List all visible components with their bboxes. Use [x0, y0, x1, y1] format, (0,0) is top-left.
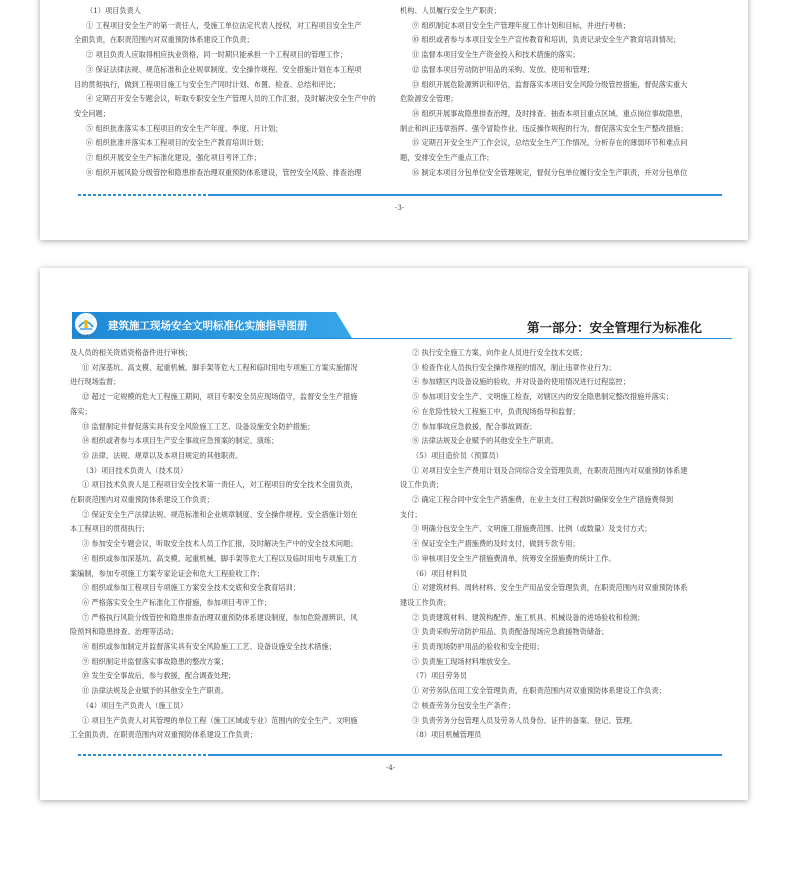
- text-line: ② 执行安全施工方案，向作业人员进行安全技术交底；: [412, 348, 587, 357]
- page3-right-column: [400, 4, 730, 180]
- text-line: ① 对项目安全生产费用计划及合同综合安全管理负责，在职责范围内对双重预防体系建: [412, 465, 688, 475]
- text-line: ⑨ 组织制定本项目安全生产管理年度工作计划和目标，并进行考核；: [412, 20, 630, 30]
- text-line: ⑦ 严格执行风险分级管控和隐患排查治理双重预防体系建设制度，参加危险源辨识、风: [82, 612, 358, 622]
- logo-icon: [74, 312, 98, 336]
- text-line: ⑯ 制定本项目分包单位安全管理规定，督促分包单位履行安全生产职责，并对分包单位: [412, 167, 688, 177]
- text-line: ④ 参加辖区内设备设施的验收，并对设备的使用情况进行过程监控；: [412, 377, 630, 387]
- text-line: ⑭ 组织或者参与本项目生产安全事故应急预案的制定、演练；: [82, 436, 279, 446]
- text-line: （5）项目造价员（预算员）: [412, 450, 503, 460]
- text-line: ⑤ 参加项目安全生产、文明施工检查，对辖区内的安全隐患制定整改措施并落实；: [412, 392, 674, 402]
- text-line: ① 对建筑材料、周转材料、安全生产用品安全管理负责，在职责范围内对双重预防体系: [412, 583, 688, 593]
- footer-dash-decoration: [78, 194, 208, 196]
- text-line: （3）项目技术负责人（技术员）: [82, 465, 188, 475]
- page4-right-column: [400, 346, 736, 743]
- text-line: ⑫ 超过一定规模的危大工程施工期间，项目专职安全员应现场值守，监督安全生产措施: [82, 392, 358, 402]
- text-line: ⑮ 法律、法规、规章以及本项目规定的其他职责。: [82, 450, 243, 460]
- document-page-4: [40, 268, 748, 800]
- text-line: ③ 明确分包安全生产、文明施工措施费范围、比例（或数量）及支付方式；: [412, 524, 652, 534]
- text-line: ⑩ 发生安全事故后，参与救援，配合调查处理；: [82, 671, 236, 681]
- text-line: ① 工程项目安全生产的第一责任人，受施工单位法定代表人授权，对工程项目安全生产: [86, 20, 362, 30]
- text-line: ⑨ 组织制定并监督落实事故隐患的整改方案；: [82, 656, 229, 666]
- text-line: ⑪ 对深基坑、高支模、起重机械、脚手架等危大工程和临时用电专项施工方案实施情况: [82, 362, 358, 372]
- text-line: （8）项目机械管理员: [412, 730, 482, 740]
- text-line: ② 核查劳务分包安全生产条件；: [412, 700, 515, 710]
- text-line: （4）项目生产负责人（施工员）: [82, 700, 188, 710]
- text-line: ② 项目负责人应取得相应执业资格，同一时期只能承担一个工程项目的管理工作；: [86, 50, 348, 60]
- text-line: ⑦ 组织开展安全生产标准化建设，强化项目考评工作；: [86, 153, 261, 163]
- text-line: 本工程项目的贯彻执行；: [70, 524, 150, 534]
- text-line: ③ 负责采购劳动防护用品、负责配备现场应急救援物资储备；: [412, 627, 609, 637]
- text-line: ⑤ 负责施工现场材料堆放安全。: [412, 656, 515, 666]
- text-line: 危险源安全管理；: [400, 94, 458, 104]
- text-line: ⑧ 组织或参加制定并监督落实具有安全风险施工工艺、设备设施安全技术措施；: [82, 642, 336, 652]
- text-line: ② 负责建筑材料、建筑构配件、施工机具、机械设备的进场验收和检测；: [412, 612, 645, 622]
- text-line: ⑥ 严格落实安全生产标准化工作措施，参加项目考评工作；: [82, 597, 272, 607]
- text-line: 案编制，参加专项施工方案专家论证会和危大工程验收工作；: [70, 568, 265, 578]
- text-line: 安全问题；: [74, 108, 110, 118]
- text-line: ② 确定工程合同中安全生产措施费，在业主支付工程款时确保安全生产措施费得到: [412, 495, 674, 505]
- text-line: ⑫ 监督本项目劳动防护用品的采购、发放、使用和管理；: [412, 64, 594, 74]
- text-line: 支付；: [400, 509, 422, 519]
- text-line: 制止和纠正违章指挥、强令冒险作业、违反操作规程的行为，督促落实安全生产整改措施；: [400, 123, 688, 133]
- text-line: ③ 保证法律法规、规范标准和企业规章制度、安全操作规程、安全措施计划在本工程项: [86, 64, 362, 74]
- page4-left-column: [70, 346, 406, 743]
- text-line: ⑧ 法律法规及企业赋予的其他安全生产职责。: [412, 436, 559, 446]
- text-line: 设工作负责；: [400, 480, 444, 490]
- text-line: 进行现场监督；: [70, 377, 121, 387]
- footer-line: [208, 194, 722, 196]
- text-line: ⑪ 监督本项目安全生产资金投入和技术措施的落实；: [412, 50, 580, 60]
- text-line: （7）项目劳务员: [412, 671, 467, 681]
- text-line: ④ 组织或参加深基坑、高支模、起重机械、脚手架等危大工程以及临时用电专项施工方: [82, 553, 358, 563]
- text-line: ⑮ 定期召开安全生产工作会议，总结安全生产工作情况，分析存在的薄弱环节和难点问: [412, 138, 688, 148]
- banner-title: 建筑施工现场安全文明标准化实施指导图册: [108, 320, 308, 332]
- footer-dash-decoration: [78, 754, 208, 756]
- text-line: ⑬ 组织开展危险源辨识和评估，监督落实本项目安全风险分级管控措施，督促落实重大: [412, 79, 688, 89]
- text-line: （6）项目材料员: [412, 568, 467, 578]
- text-line: ⑪ 法律法规及企业赋予的其他安全生产职责。: [82, 686, 229, 696]
- part-title: 第一部分：安全管理行为标准化: [526, 320, 702, 335]
- text-line: 在职责范围内对双重预防体系建设工作负责；: [70, 495, 214, 505]
- text-line: 题，安排安全生产重点工作；: [400, 153, 494, 163]
- page-number: -3-: [395, 204, 405, 212]
- text-line: ① 项目生产负责人对其管理的单位工程（施工区域或专业）范围内的安全生产、文明施: [82, 715, 358, 725]
- text-line: 落实；: [70, 406, 92, 416]
- text-line: 工全面负责，在职责范围内对双重预防体系建设工作负责；: [70, 730, 257, 740]
- text-line: ⑭ 组织开展事故隐患排查治理，及时排查、抽查本项目重点区域、重点岗位事故隐患，: [412, 108, 688, 118]
- text-line: ⑥ 组织批准并落实本工程项目的安全生产教育培训计划；: [86, 138, 268, 148]
- page3-left-column: [74, 4, 404, 180]
- text-line: ③ 检查作业人员执行安全操作规程的情况，制止违章作业行为；: [412, 362, 616, 372]
- text-line: ② 保证安全生产法律法规、规范标准和企业规章制度、安全操作规程、安全措施计划在: [82, 509, 358, 519]
- text-line: ③ 参加安全专题会议，听取安全技术人员工作汇报，及时解决生产中的安全技术问题；: [82, 539, 358, 549]
- logo-caption: 巩义建工: [78, 334, 92, 338]
- text-line: ⑥ 在危险性较大工程施工中，负责现场指导和监督；: [412, 406, 580, 416]
- document-page-3: [40, 0, 748, 240]
- text-line: ⑤ 组织批准落实本工程项目的安全生产年度、季度、月计划；: [86, 123, 283, 133]
- header-underline: [72, 338, 732, 339]
- text-line: ⑦ 参加事故应急救援，配合事故调查；: [412, 421, 537, 431]
- text-line: ⑤ 审核项目安全生产措施费清单，统筹安全措施费的统计工作。: [412, 553, 616, 563]
- text-line: ① 项目技术负责人是工程项目安全技术第一责任人，对工程项目的安全技术全面负责，: [82, 480, 358, 490]
- text-line: 及人员的相关资质资格备件进行审核；: [70, 348, 193, 357]
- text-line: ⑧ 组织开展风险分级管控和隐患排查治理双重预防体系建设，管控安全风险、排查治理: [86, 167, 362, 177]
- footer-line: [208, 754, 722, 756]
- page-number: -4-: [386, 764, 396, 772]
- text-line: （1）项目负责人: [86, 6, 141, 15]
- text-line: ③ 负责劳务分包管理人员及劳务人员身份、证件的备案、登记、管理。: [412, 715, 638, 725]
- text-line: ⑬ 监督制定并督促落实具有安全风险施工工艺、设备设施安全防护措施；: [82, 421, 315, 431]
- text-line: 建设工作负责；: [400, 597, 451, 607]
- text-line: 全面负责，在职责范围内对双重预防体系建设工作负责；: [74, 35, 254, 45]
- text-line: ⑩ 组织或者参与本项目安全生产宣传教育和培训，负责记录安全生产教育培训情况；: [412, 35, 681, 45]
- text-line: 机构、人员履行安全生产职责；: [400, 6, 501, 15]
- text-line: ① 对劳务队伍用工安全管理负责，在职责范围内对双重预防体系建设工作负责；: [412, 686, 666, 696]
- text-line: 险预判和隐患排查、治理等活动；: [70, 627, 178, 637]
- text-line: ④ 定期召开安全专题会议，听取专职安全生产管理人员的工作汇报，及时解决安全生产中的: [86, 94, 376, 104]
- text-line: 目的贯彻执行，做到工程项目施工与安全生产同时计划、布置、检查、总结和评比；: [74, 79, 340, 89]
- text-line: ④ 保证安全生产措施费的及时支付，做到专款专用；: [412, 539, 580, 549]
- text-line: ④ 负责现场防护用品的验收和安全使用；: [412, 642, 544, 652]
- text-line: ⑤ 组织或参加工程项目专项施工方案安全技术交底和安全教育培训；: [82, 583, 300, 593]
